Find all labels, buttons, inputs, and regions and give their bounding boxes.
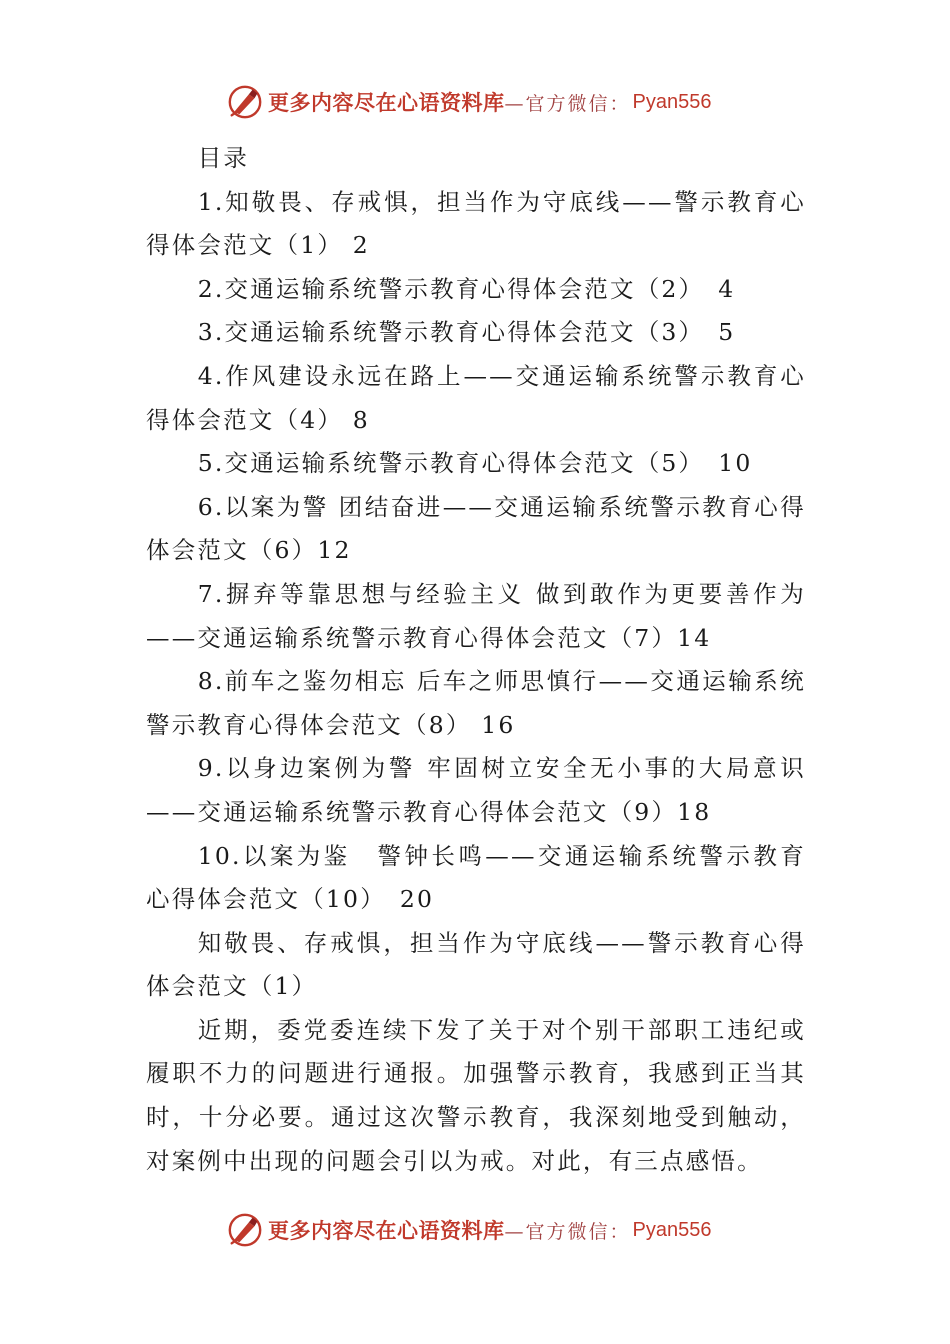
toc-entry: 10.以案为鉴 警钟长鸣——交通运输系统警示教育心得体会范文（10） 20 <box>146 841 806 914</box>
watermark-banner-bottom <box>226 1210 711 1250</box>
toc-entry: 7.摒弃等靠思想与经验主义 做到敢作为更要善作为——交通运输系统警示教育心得体会范文（7）14 <box>146 579 806 652</box>
banner-subtitle: —官方微信： <box>504 92 631 115</box>
article-title: 知敬畏、存戒惧，担当作为守底线——警示教育心得体会范文（1） <box>146 928 806 1001</box>
banner-title: 更多内容尽在心语资料库 <box>268 90 505 115</box>
toc-entry: 1.知敬畏、存戒惧，担当作为守底线——警示教育心得体会范文（1） 2 <box>146 187 806 260</box>
banner-title: 更多内容尽在心语资料库 <box>268 1218 505 1243</box>
toc-entry: 6.以案为警 团结奋进——交通运输系统警示教育心得体会范文（6）12 <box>146 492 806 565</box>
toc-entry: 3.交通运输系统警示教育心得体会范文（3） 5 <box>197 318 736 347</box>
pen-nib-logo-icon <box>226 1211 264 1249</box>
watermark-banner-top <box>226 82 711 122</box>
toc-entry: 8.前车之鉴勿相忘 后车之师思慎行——交通运输系统警示教育心得体会范文（8） 16 <box>146 667 806 739</box>
document-body <box>146 137 806 1183</box>
banner-wechat-id: Pyan556 <box>632 1218 712 1241</box>
article-paragraph: 近期，委党委连续下发了关于对个别干部职工违纪或履职不力的问题进行通报。加强警示教育，我感到正当其时，十分必要。通过这次警示教育，我深刻地受到触动，对案例中出现的问题会引以为戒。对此，有三点感悟。 <box>146 1015 806 1175</box>
banner-subtitle: —官方微信： <box>504 1220 631 1243</box>
pen-nib-logo-icon <box>226 83 264 121</box>
toc-entry: 9.以身边案例为警 牢固树立安全无小事的大局意识——交通运输系统警示教育心得体会范文（9）18 <box>146 754 806 826</box>
toc-entry: 5.交通运输系统警示教育心得体会范文（5） 10 <box>197 449 753 478</box>
toc-entry: 4.作风建设永远在路上——交通运输系统警示教育心得体会范文（4） 8 <box>146 361 806 434</box>
toc-entry: 2.交通运输系统警示教育心得体会范文（2） 4 <box>197 274 736 303</box>
toc-title: 目录 <box>197 144 250 172</box>
banner-wechat-id: Pyan556 <box>632 90 712 113</box>
